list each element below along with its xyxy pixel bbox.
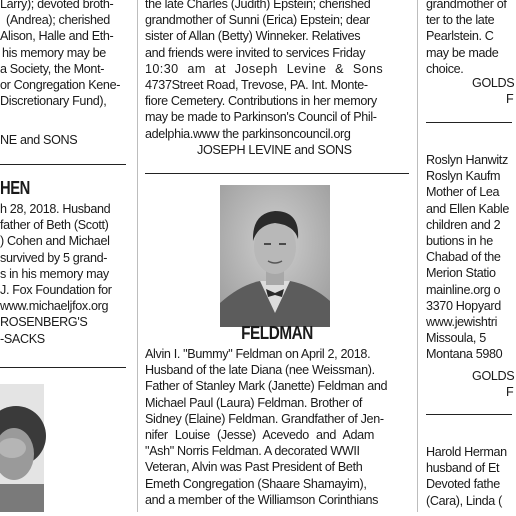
text-line: ROSENBERG'S xyxy=(0,315,88,330)
divider xyxy=(426,414,512,415)
text-line: Roslyn Hanwitz xyxy=(426,153,508,167)
text-line: Roslyn Kaufm xyxy=(426,169,501,184)
text-line: may be made to Parkinson's Council of Phil- xyxy=(145,110,377,125)
column-separator xyxy=(137,0,138,512)
text-line: s in his memory may xyxy=(0,266,109,281)
text-line: and a member of the Williamson Corinthians xyxy=(145,492,379,507)
text-line: Merion Statio xyxy=(426,266,496,281)
funeral-home-name: NE and SONS xyxy=(0,133,78,147)
text-line: may be made xyxy=(426,45,499,60)
divider xyxy=(0,367,126,368)
text-line: -SACKS xyxy=(0,331,45,346)
text-line: husband of Et xyxy=(426,461,500,476)
funeral-home-name: GOLDS xyxy=(472,369,515,383)
text-line: ) Cohen and Michael xyxy=(0,234,110,249)
text-line: (Andrea); cherished xyxy=(6,13,110,28)
text-line: 3370 Hopyard xyxy=(426,298,501,313)
obituary-heading: FELDMAN xyxy=(241,323,313,343)
text-line: his memory may be xyxy=(2,45,106,60)
obituary-text xyxy=(426,152,516,363)
text-line: and Ellen Kable xyxy=(426,201,509,216)
portrait-image xyxy=(220,185,330,327)
text-line: grandmother of xyxy=(426,0,507,11)
text-line: Alvin I. "Bummy" Feldman on April 2, 2018. xyxy=(145,347,371,361)
text-line: 4737Street Road, Trevose, PA. Int. Monte- xyxy=(145,78,368,93)
text-line: Pearlstein. C xyxy=(426,29,494,44)
text-line: h 28, 2018. Husband xyxy=(0,202,111,216)
text-line: "Ash" Norris Feldman. A decorated WWII xyxy=(145,444,360,459)
text-line: adelphia.www the parkinsoncouncil.org xyxy=(145,126,351,141)
divider xyxy=(0,164,126,165)
text-line: Larry); devoted broth- xyxy=(0,0,114,11)
text-line: Missoula, 5 xyxy=(426,331,486,346)
text-line: sister of Allan (Betty) Winneker. Relatives xyxy=(145,29,361,44)
funeral-home-name: F xyxy=(506,92,514,106)
text-line: mainline.org o xyxy=(426,282,501,297)
text-line: butions in he xyxy=(426,234,493,249)
text-line: ter to the late xyxy=(426,13,495,28)
text-line: Montana 5980 xyxy=(426,347,503,362)
text-line: Alison, Halle and Eth- xyxy=(0,29,114,44)
text-line: fiore Cemetery. Contributions in her memory xyxy=(145,94,377,109)
divider xyxy=(145,173,409,174)
obituary-continued-text xyxy=(0,0,128,109)
obituary-heading: HEN xyxy=(0,178,30,198)
obituary-text xyxy=(0,201,128,347)
text-line: children and 2 xyxy=(426,217,501,232)
text-line: Emeth Congregation (Shaare Shamayim), xyxy=(145,476,367,491)
text-line: Mother of Lea xyxy=(426,185,500,200)
obituary-text xyxy=(145,346,409,508)
text-line: www.jewishtri xyxy=(426,315,498,330)
text-line: Veteran, Alvin was Past President of Beth xyxy=(145,460,363,475)
text-line: Husband of the late Diana (nee Weissman). xyxy=(145,363,375,378)
text-line: choice. xyxy=(426,61,464,76)
portrait-image xyxy=(0,384,44,512)
funeral-home-name: JOSEPH LEVINE and SONS xyxy=(197,143,352,157)
text-line: Harold Herman xyxy=(426,445,507,459)
text-line: (Cara), Linda ( xyxy=(426,493,502,508)
text-line: a Society, the Mont- xyxy=(0,61,105,76)
column-separator xyxy=(417,0,418,512)
divider xyxy=(426,122,512,123)
obituary-continued-text xyxy=(145,0,409,142)
text-line: nifer Louise (Jesse) Acevedo and Adam xyxy=(145,428,374,443)
funeral-home-name: F xyxy=(506,385,514,399)
text-line: Michael Paul (Laura) Feldman. Brother of xyxy=(145,395,362,410)
text-line: Discretionary Fund), xyxy=(0,94,107,109)
funeral-home-name: GOLDS xyxy=(472,76,515,90)
obituary-continued-text xyxy=(426,0,516,77)
obituary-photo xyxy=(0,384,44,512)
text-line: www.michaeljfox.org xyxy=(0,299,109,314)
text-line: J. Fox Foundation for xyxy=(0,283,112,298)
obituary-text xyxy=(426,444,516,509)
text-line: Sidney (Elaine) Feldman. Grandfather of Jen- xyxy=(145,411,384,426)
text-line: Chabad of the xyxy=(426,250,501,265)
text-line: and friends were invited to services Friday xyxy=(145,45,366,60)
text-line: Devoted fathe xyxy=(426,477,500,492)
text-line: Father of Stanley Mark (Janette) Feldman and xyxy=(145,379,388,394)
text-line: survived by 5 grand- xyxy=(0,250,108,265)
text-line: the late Charles (Judith) Epstein; cherished xyxy=(145,0,371,11)
text-line: grandmother of Sunni (Erica) Epstein; dear xyxy=(145,13,370,28)
text-line: father of Beth (Scott) xyxy=(0,218,109,233)
text-line: 10:30 am at Joseph Levine & Sons xyxy=(145,61,384,76)
obituary-photo xyxy=(220,185,330,327)
text-line: or Congregation Kene- xyxy=(0,78,121,93)
